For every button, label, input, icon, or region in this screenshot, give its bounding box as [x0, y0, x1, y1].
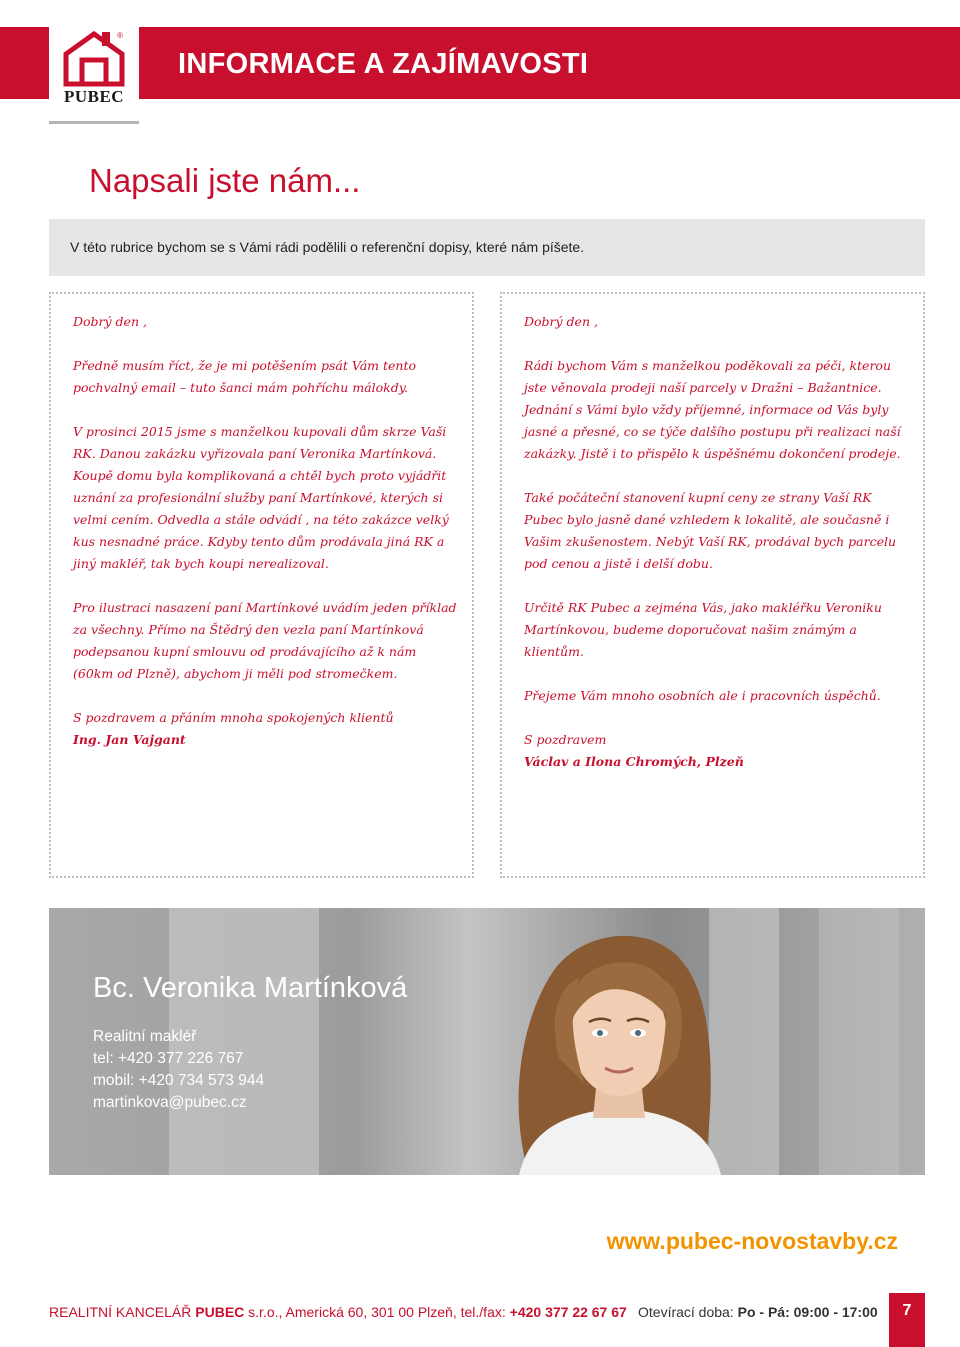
letter-paragraph: Přejeme Vám mnoho osobních ale i pracovních úspěchů.	[524, 688, 881, 703]
letter-card-1	[49, 292, 474, 878]
footer-address: s.r.o., Americká 60, 301 00 Plzeň, tel./fax:	[244, 1304, 510, 1320]
intro-box	[49, 219, 925, 276]
letter-closing: S pozdravem a přáním mnoha spokojených klientů	[73, 710, 394, 725]
letter-body-2	[524, 311, 909, 773]
letter-signature: Václav a Ilona Chromých, Plzeň	[524, 754, 744, 769]
letter-paragraph: V prosinci 2015 jsme s manželkou kupovali dům skrze Vaši RK. Danou zakázku vyřizovala paní Veronika Martínková. Koupě domu byla komplikovaná a chtěl bych proto vyjádřit uznání za profesionální služby paní Martínkové, kterých si velmi cením. Odvedla a stále odvádí , na této zakázce velký kus nesnadné práce. Kdyby tento dům prodávala jiná RK a jiný makléř, tak bych koupi nerealizoval.	[73, 424, 449, 571]
letter-paragraph: Pro ilustraci nasazení paní Martínkové uvádím jeden příklad za všechny. Přímo na Štědrý den vezla paní Martínková podepsanou kupní smlouvu od prodávajícího až k nám (60km od Plzně), abychom ji měli pod stromečkem.	[73, 600, 457, 681]
agent-email-link[interactable]: martinkova@pubec.cz	[93, 1094, 247, 1111]
letter-body-1	[73, 311, 458, 751]
footer-company-prefix: REALITNÍ KANCELÁŘ	[49, 1304, 196, 1320]
agent-name: Bc. Veronika Martínková	[93, 972, 408, 1004]
footer-phone[interactable]: +420 377 22 67 67	[509, 1304, 627, 1320]
letter-closing-block	[73, 707, 458, 751]
intro-text: V této rubrice bychom se s Vámi rádi podělili o referenční dopisy, které nám píšete.	[70, 239, 585, 255]
footer-company-info	[49, 1304, 627, 1320]
letter-paragraph: Určitě RK Pubec a zejména Vás, jako makléřku Veroniku Martínkovou, budeme doporučovat našim známým a klientům.	[524, 600, 882, 659]
letter-paragraph: Předně musím říct, že je mi potěšením psát Vám tento pochvalný email – tuto šanci mám pohříchu málokdy.	[73, 358, 416, 395]
page-number: 7	[889, 1293, 925, 1347]
logo-underline	[49, 121, 139, 124]
letter-closing-block	[524, 729, 909, 773]
letter-paragraph: Také počáteční stanovení kupní ceny ze strany Vaší RK Pubec bylo jasně dané vzhledem k lokalitě, ale současně i Vašim zkušenostem. Nebýt Vaší RK, prodával bych parcelu pod cenou a jistě i delší dobu.	[524, 490, 897, 571]
agent-phone[interactable]: tel: +420 377 226 767	[93, 1050, 244, 1067]
website-link[interactable]: www.pubec-novostavby.cz	[606, 1228, 898, 1254]
agent-mobile[interactable]: mobil: +420 734 573 944	[93, 1072, 265, 1089]
letter-card-2	[500, 292, 925, 878]
hours-value: Po - Pá: 09:00 - 17:00	[737, 1304, 878, 1320]
pubec-logo[interactable]	[49, 0, 139, 122]
hours-label: Otevírací doba:	[638, 1304, 738, 1320]
agent-role: Realitní makléř	[93, 1028, 197, 1045]
letter-signature: Ing. Jan Vajgant	[73, 732, 186, 747]
footer-opening-hours	[638, 1304, 878, 1320]
agent-contact	[93, 1026, 264, 1114]
background-window-panel	[819, 908, 899, 1175]
letter-greeting: Dobrý den ,	[524, 314, 598, 329]
letter-paragraph: Rádi bychom Vám s manželkou poděkovali za péči, kterou jste věnovala prodeji naší parcely v Dražni – Bažantnice. Jednání s Vámi bylo vždy příjemné, informace od Vás byly jasné a přesné, co se týče dalšího postupu při realizaci naší zakázky. Jistě i to přispělo k úspěšnému dokončení prodeje.	[524, 358, 901, 461]
logo-text: PUBEC	[63, 87, 125, 106]
section-title: Napsali jste nám...	[89, 162, 361, 199]
letter-greeting: Dobrý den ,	[73, 314, 147, 329]
letter-closing: S pozdravem	[524, 732, 607, 747]
agent-portrait-photo	[489, 908, 749, 1175]
registered-mark: ®	[117, 31, 123, 40]
page-header-title: INFORMACE A ZAJÍMAVOSTI	[178, 48, 589, 80]
agent-banner	[49, 908, 925, 1175]
footer-company-brand: PUBEC	[195, 1304, 245, 1320]
